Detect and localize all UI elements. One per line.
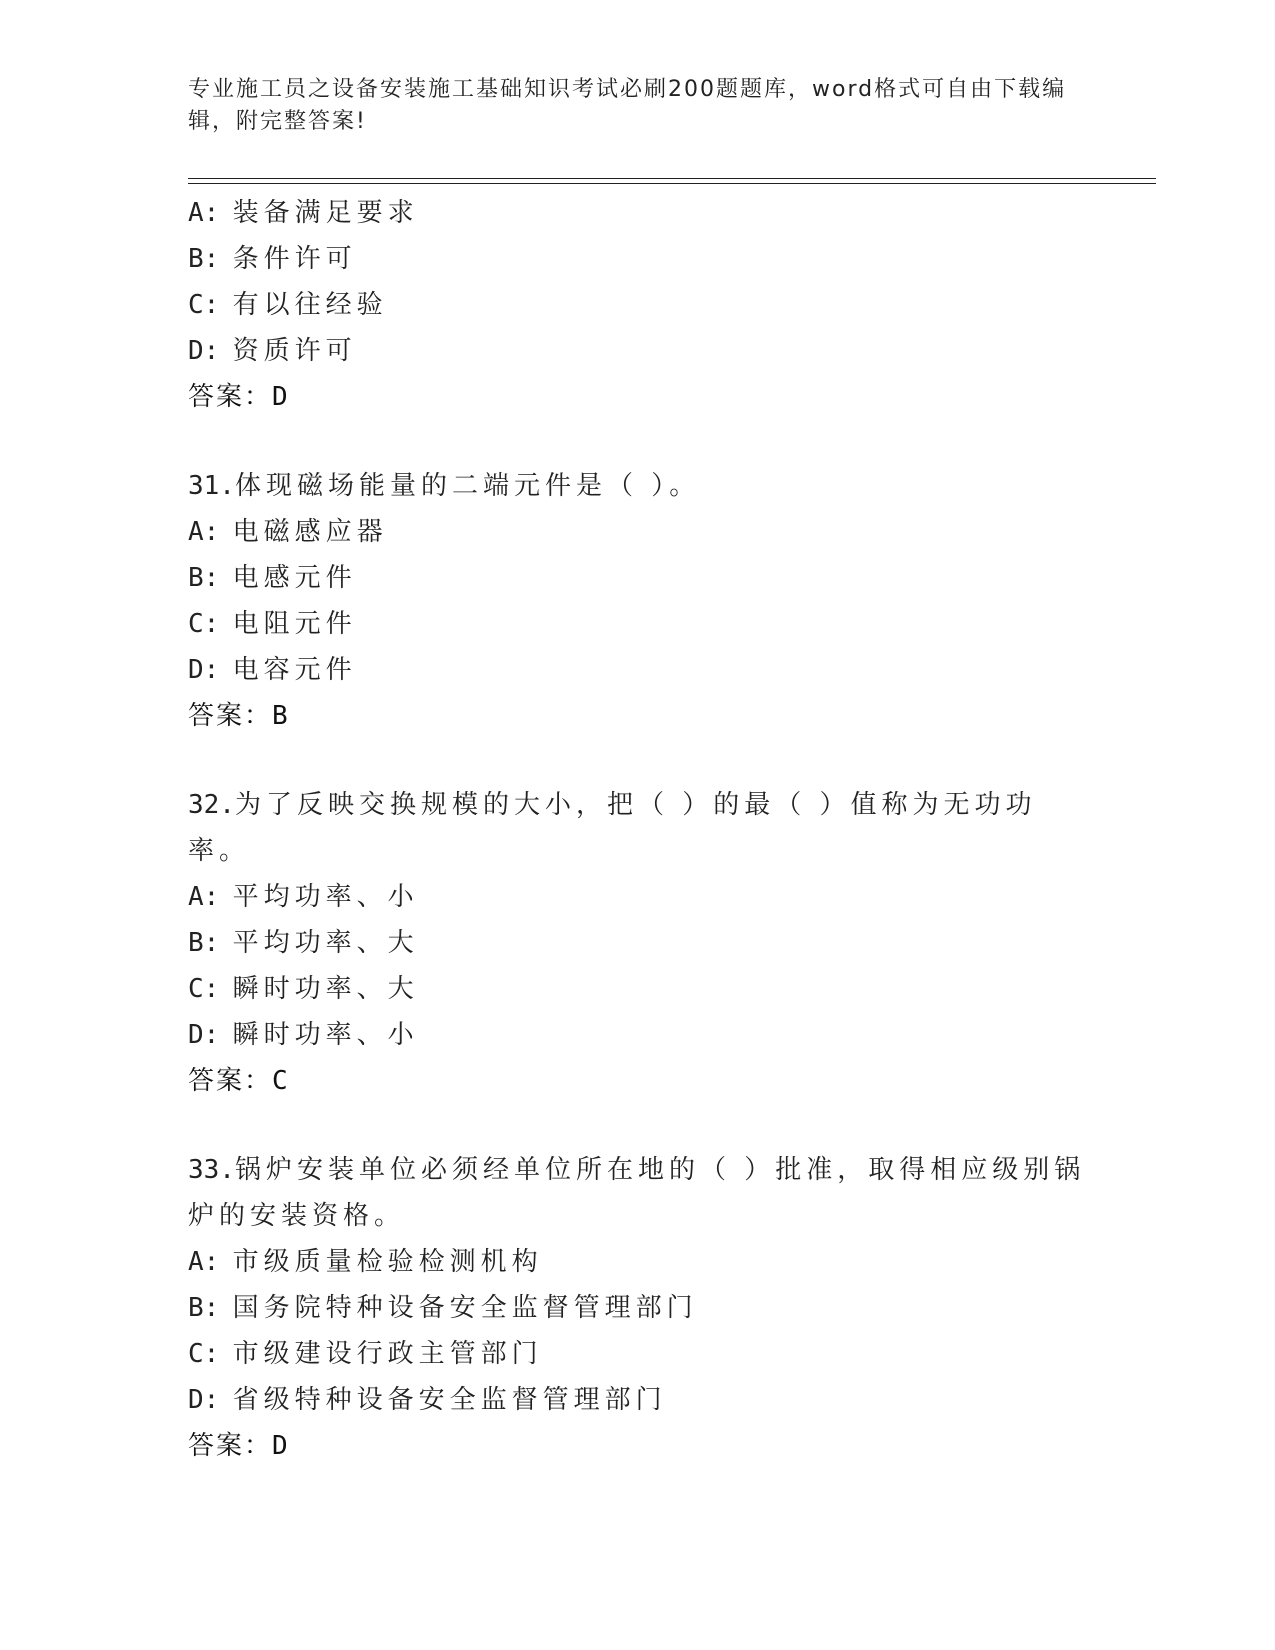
option-text: 电阻元件	[232, 609, 357, 639]
option-text: 瞬时功率、小	[232, 1020, 419, 1050]
answer-prefix: 答案：	[188, 382, 273, 412]
option-label: A:	[188, 882, 220, 912]
option-c	[188, 966, 1128, 1012]
option-c	[188, 282, 1128, 328]
option-label: C:	[188, 1339, 220, 1369]
option-text: 电磁感应器	[232, 517, 388, 547]
answer-value: D	[272, 382, 288, 412]
question-text: 为了反映交换规模的大小，把（ ）的最（ ）值称为无功功率。	[188, 790, 1037, 866]
option-a	[188, 509, 1128, 555]
option-b	[188, 555, 1128, 601]
option-label: B:	[188, 928, 220, 958]
option-label: A:	[188, 198, 220, 228]
header-rule-top	[188, 178, 1156, 179]
option-label: B:	[188, 563, 220, 593]
option-label: B:	[188, 1293, 220, 1323]
question-stem	[188, 782, 1088, 874]
option-text: 瞬时功率、大	[232, 974, 419, 1004]
question-continued	[188, 190, 1128, 420]
question-number: 33.	[188, 1155, 235, 1185]
question-32	[188, 782, 1128, 1104]
option-text: 电容元件	[232, 655, 357, 685]
option-d	[188, 1377, 1128, 1423]
answer-line	[188, 693, 1128, 739]
option-c	[188, 601, 1128, 647]
answer-value: B	[272, 701, 288, 731]
option-text: 有以往经验	[232, 290, 388, 320]
option-label: C:	[188, 609, 220, 639]
answer-prefix: 答案：	[188, 1066, 273, 1096]
option-label: C:	[188, 290, 220, 320]
question-text: 体现磁场能量的二端元件是（ ）。	[234, 471, 701, 501]
option-text: 市级建设行政主管部门	[232, 1339, 543, 1369]
option-text: 市级质量检验检测机构	[232, 1247, 543, 1277]
option-b	[188, 236, 1128, 282]
option-text: 装备满足要求	[232, 198, 419, 228]
option-d	[188, 1012, 1128, 1058]
question-text: 锅炉安装单位必须经单位所在地的（ ）批准，取得相应级别锅炉的安装资格。	[188, 1155, 1086, 1231]
header-rule-bottom	[188, 183, 1156, 184]
option-d	[188, 328, 1128, 374]
option-text: 电感元件	[232, 563, 357, 593]
option-c	[188, 1331, 1128, 1377]
option-label: D:	[188, 655, 220, 685]
option-text: 平均功率、小	[232, 882, 419, 912]
option-label: B:	[188, 244, 220, 274]
question-spacer	[188, 1104, 1128, 1147]
question-number: 31.	[188, 471, 235, 501]
answer-line	[188, 1058, 1128, 1104]
option-label: D:	[188, 1385, 220, 1415]
document-title: 专业施工员之设备安装施工基础知识考试必刷200题题库，word格式可自由下载编辑，附完整答案!	[188, 77, 1067, 134]
option-label: A:	[188, 1247, 220, 1277]
question-list	[188, 190, 1128, 1469]
answer-line	[188, 374, 1128, 420]
option-label: D:	[188, 1020, 220, 1050]
answer-line	[188, 1423, 1128, 1469]
question-spacer	[188, 420, 1128, 463]
question-spacer	[188, 739, 1128, 782]
option-text: 条件许可	[232, 244, 357, 274]
question-number: 32.	[188, 790, 235, 820]
option-label: C:	[188, 974, 220, 1004]
option-text: 资质许可	[232, 336, 357, 366]
question-33	[188, 1147, 1128, 1469]
question-stem	[188, 463, 1088, 509]
question-stem	[188, 1147, 1088, 1239]
option-text: 国务院特种设备安全监督管理部门	[232, 1293, 698, 1323]
answer-prefix: 答案：	[188, 701, 273, 731]
answer-value: C	[272, 1066, 288, 1096]
option-label: D:	[188, 336, 220, 366]
option-text: 省级特种设备安全监督管理部门	[232, 1385, 667, 1415]
answer-prefix: 答案：	[188, 1431, 273, 1461]
option-b	[188, 920, 1128, 966]
option-a	[188, 190, 1128, 236]
option-a	[188, 874, 1128, 920]
option-b	[188, 1285, 1128, 1331]
question-31	[188, 463, 1128, 739]
option-a	[188, 1239, 1128, 1285]
option-text: 平均功率、大	[232, 928, 419, 958]
option-d	[188, 647, 1128, 693]
answer-value: D	[272, 1431, 288, 1461]
option-label: A:	[188, 517, 220, 547]
